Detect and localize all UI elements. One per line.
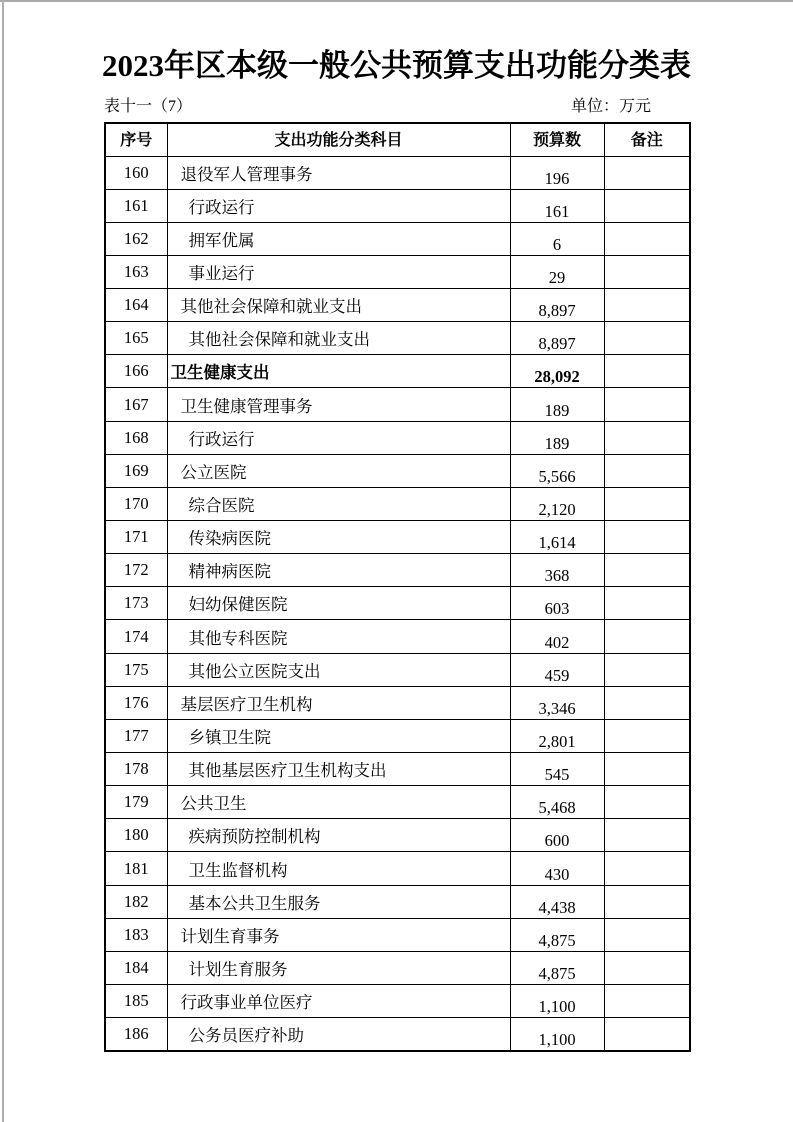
- row-subject: 事业运行: [167, 255, 510, 288]
- table-row: [105, 885, 690, 918]
- row-budget: 8,897: [510, 322, 604, 355]
- row-subject: 其他基层医疗卫生机构支出: [167, 753, 510, 786]
- row-budget: 189: [510, 388, 604, 421]
- table-row: [105, 521, 690, 554]
- row-note: [604, 388, 690, 421]
- table-row: [105, 454, 690, 487]
- row-serial: 186: [105, 1018, 167, 1051]
- row-serial: 179: [105, 786, 167, 819]
- row-subject: 精神病医院: [167, 554, 510, 587]
- row-note: [604, 289, 690, 322]
- row-subject: 综合医院: [167, 487, 510, 520]
- row-note: [604, 521, 690, 554]
- unit-label: 单位：万元: [570, 98, 651, 115]
- table-body: [105, 156, 690, 1051]
- row-subject: 其他公立医院支出: [167, 653, 510, 686]
- row-serial: 175: [105, 653, 167, 686]
- row-subject: 行政事业单位医疗: [167, 985, 510, 1018]
- table-row: [105, 951, 690, 984]
- row-budget: 6: [510, 222, 604, 255]
- row-budget: 8,897: [510, 289, 604, 322]
- row-serial: 173: [105, 587, 167, 620]
- row-note: [604, 819, 690, 852]
- row-note: [604, 421, 690, 454]
- table-row: [105, 587, 690, 620]
- row-subject: 拥军优属: [167, 222, 510, 255]
- row-budget: 368: [510, 554, 604, 587]
- table-row: [105, 289, 690, 322]
- row-budget: 4,875: [510, 951, 604, 984]
- row-subject: 其他社会保障和就业支出: [167, 289, 510, 322]
- row-subject: 计划生育事务: [167, 918, 510, 951]
- row-note: [604, 322, 690, 355]
- row-serial: 176: [105, 686, 167, 719]
- row-note: [604, 587, 690, 620]
- row-note: [604, 719, 690, 752]
- row-serial: 183: [105, 918, 167, 951]
- row-serial: 174: [105, 620, 167, 653]
- row-subject: 卫生健康管理事务: [167, 388, 510, 421]
- row-note: [604, 753, 690, 786]
- row-note: [604, 156, 690, 189]
- table-row: [105, 554, 690, 587]
- row-serial: 160: [105, 156, 167, 189]
- row-serial: 171: [105, 521, 167, 554]
- row-serial: 166: [105, 355, 167, 388]
- table-number-label: 表十一（7）: [104, 98, 193, 115]
- row-subject: 公立医院: [167, 454, 510, 487]
- row-subject: 退役军人管理事务: [167, 156, 510, 189]
- row-subject: 其他社会保障和就业支出: [167, 322, 510, 355]
- row-subject: 卫生健康支出: [167, 355, 510, 388]
- row-note: [604, 686, 690, 719]
- row-serial: 181: [105, 852, 167, 885]
- table-row: [105, 388, 690, 421]
- page-edge-left-line: [2, 0, 4, 1122]
- table-row: [105, 222, 690, 255]
- row-serial: 161: [105, 189, 167, 222]
- row-note: [604, 487, 690, 520]
- table-header-row: [105, 123, 690, 156]
- table-row: [105, 653, 690, 686]
- row-budget: 459: [510, 653, 604, 686]
- row-budget: 5,468: [510, 786, 604, 819]
- row-note: [604, 454, 690, 487]
- row-note: [604, 653, 690, 686]
- row-note: [604, 222, 690, 255]
- table-row: [105, 322, 690, 355]
- row-budget: 1,614: [510, 521, 604, 554]
- row-serial: 178: [105, 753, 167, 786]
- row-budget: 1,100: [510, 1018, 604, 1051]
- row-subject: 行政运行: [167, 189, 510, 222]
- row-serial: 172: [105, 554, 167, 587]
- row-budget: 5,566: [510, 454, 604, 487]
- row-note: [604, 786, 690, 819]
- row-note: [604, 554, 690, 587]
- row-note: [604, 620, 690, 653]
- row-serial: 185: [105, 985, 167, 1018]
- row-note: [604, 255, 690, 288]
- row-note: [604, 951, 690, 984]
- table-row: [105, 719, 690, 752]
- table-meta-row: [104, 97, 689, 116]
- row-serial: 162: [105, 222, 167, 255]
- row-serial: 182: [105, 885, 167, 918]
- row-serial: 177: [105, 719, 167, 752]
- row-serial: 167: [105, 388, 167, 421]
- page-title: 2023年区本级一般公共预算支出功能分类表: [102, 48, 691, 83]
- row-serial: 165: [105, 322, 167, 355]
- row-budget: 1,100: [510, 985, 604, 1018]
- table-row: [105, 918, 690, 951]
- row-serial: 164: [105, 289, 167, 322]
- row-budget: 189: [510, 421, 604, 454]
- budget-table: [104, 122, 691, 1052]
- table-row: [105, 189, 690, 222]
- table-row: [105, 487, 690, 520]
- table-row: [105, 753, 690, 786]
- row-budget: 196: [510, 156, 604, 189]
- table-row: [105, 686, 690, 719]
- row-note: [604, 355, 690, 388]
- row-budget: 4,875: [510, 918, 604, 951]
- row-subject: 卫生监督机构: [167, 852, 510, 885]
- table-row: [105, 255, 690, 288]
- row-budget: 402: [510, 620, 604, 653]
- row-budget: 545: [510, 753, 604, 786]
- row-note: [604, 918, 690, 951]
- row-budget: 603: [510, 587, 604, 620]
- row-subject: 疾病预防控制机构: [167, 819, 510, 852]
- row-serial: 163: [105, 255, 167, 288]
- row-subject: 基层医疗卫生机构: [167, 686, 510, 719]
- table-row: [105, 156, 690, 189]
- row-subject: 计划生育服务: [167, 951, 510, 984]
- column-header-note: 备注: [604, 123, 690, 156]
- row-serial: 170: [105, 487, 167, 520]
- table-row: [105, 620, 690, 653]
- row-budget: 4,438: [510, 885, 604, 918]
- table-row: [105, 852, 690, 885]
- row-subject: 基本公共卫生服务: [167, 885, 510, 918]
- row-note: [604, 885, 690, 918]
- row-budget: 600: [510, 819, 604, 852]
- row-subject: 乡镇卫生院: [167, 719, 510, 752]
- table-row: [105, 1018, 690, 1051]
- row-note: [604, 1018, 690, 1051]
- row-subject: 公共卫生: [167, 786, 510, 819]
- row-note: [604, 852, 690, 885]
- row-budget: 430: [510, 852, 604, 885]
- row-serial: 169: [105, 454, 167, 487]
- column-header-budget: 预算数: [510, 123, 604, 156]
- table-row: [105, 421, 690, 454]
- table-row: [105, 355, 690, 388]
- row-serial: 168: [105, 421, 167, 454]
- column-header-serial: 序号: [105, 123, 167, 156]
- row-subject: 其他专科医院: [167, 620, 510, 653]
- row-serial: 180: [105, 819, 167, 852]
- row-subject: 行政运行: [167, 421, 510, 454]
- table-row: [105, 985, 690, 1018]
- row-note: [604, 189, 690, 222]
- row-budget: 2,801: [510, 719, 604, 752]
- row-budget: 3,346: [510, 686, 604, 719]
- row-budget: 161: [510, 189, 604, 222]
- row-budget: 2,120: [510, 487, 604, 520]
- row-serial: 184: [105, 951, 167, 984]
- row-note: [604, 985, 690, 1018]
- row-subject: 公务员医疗补助: [167, 1018, 510, 1051]
- table-row: [105, 819, 690, 852]
- row-subject: 传染病医院: [167, 521, 510, 554]
- page-edge-top-line: [0, 0, 793, 2]
- table-row: [105, 786, 690, 819]
- row-budget: 28,092: [510, 355, 604, 388]
- column-header-subject: 支出功能分类科目: [167, 123, 510, 156]
- row-budget: 29: [510, 255, 604, 288]
- row-subject: 妇幼保健医院: [167, 587, 510, 620]
